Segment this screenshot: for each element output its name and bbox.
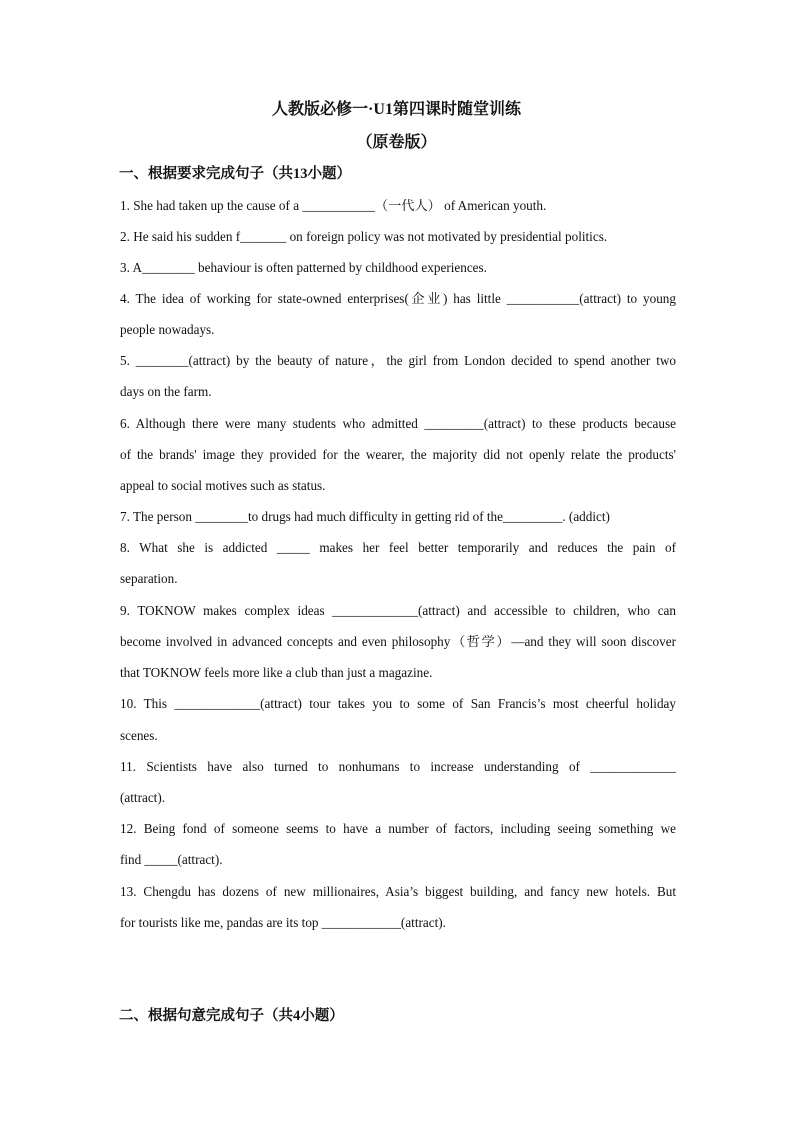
section-1-heading: 一、根据要求完成句子（共13小题） — [119, 166, 351, 182]
question-8-line-1: 8. What she is addicted _____ makes her feel better temporarily and reduces the pain of — [120, 540, 676, 555]
question-12-line-1: 12. Being fond of someone seems to have a number of factors, including seeing something we — [120, 821, 676, 836]
question-4-line-2: people nowadays. — [120, 322, 215, 337]
question-5-line-2: days on the farm. — [120, 384, 212, 399]
question-6-line-1: 6. Although there were many students who admitted _________(attract) to these products because — [120, 416, 676, 431]
section-2-heading: 二、根据句意完成句子（共4小题） — [119, 1008, 344, 1024]
question-8-line-2: separation. — [120, 571, 178, 586]
question-9-line-1: 9. TOKNOW makes complex ideas _____________(attract) and accessible to children, who can — [120, 603, 676, 618]
question-11-line-1: 11. Scientists have also turned to nonhumans to increase understanding of _____________ — [120, 759, 676, 774]
question-10-line-1: 10. This _____________(attract) tour takes you to some of San Francis’s most cheerful holiday — [120, 696, 676, 711]
question-12-line-2: find _____(attract). — [120, 852, 223, 867]
question-6-line-3: appeal to social motives such as status. — [120, 478, 326, 493]
question-13-line-1: 13. Chengdu has dozens of new millionaires, Asia’s biggest building, and fancy new hotels. But — [120, 884, 676, 899]
question-13-line-2: for tourists like me, pandas are its top ____________(attract). — [120, 915, 446, 930]
question-2-line: 2. He said his sudden f_______ on foreign policy was not motivated by presidential politics. — [120, 229, 608, 244]
question-9-line-3: that TOKNOW feels more like a club than just a magazine. — [120, 665, 433, 680]
question-5-line-1: 5. ________(attract) by the beauty of nature，the girl from London decided to spend another two — [120, 353, 676, 368]
question-6-line-2: of the brands' image they provided for the wearer, the majority did not openly relate the products' — [120, 447, 676, 462]
question-4-line-1: 4. The idea of working for state-owned enterprises(企业) has little ___________(attract) to young — [120, 291, 676, 306]
document-title: 人教版必修一·U1第四课时随堂训练 — [272, 101, 521, 118]
document-subtitle: （原卷版） — [356, 134, 437, 151]
question-10-line-2: scenes. — [120, 728, 158, 743]
question-9-line-2: become involved in advanced concepts and even philosophy（哲学）—and they will soon discover — [120, 634, 676, 649]
question-7-line: 7. The person ________to drugs had much difficulty in getting rid of the_________. (addict) — [120, 509, 610, 524]
question-1-line: 1. She had taken up the cause of a ___________（一代人） of American youth. — [120, 198, 547, 213]
question-11-line-2: (attract). — [120, 790, 166, 805]
question-3-line: 3. A________ behaviour is often patterned by childhood experiences. — [120, 260, 487, 275]
